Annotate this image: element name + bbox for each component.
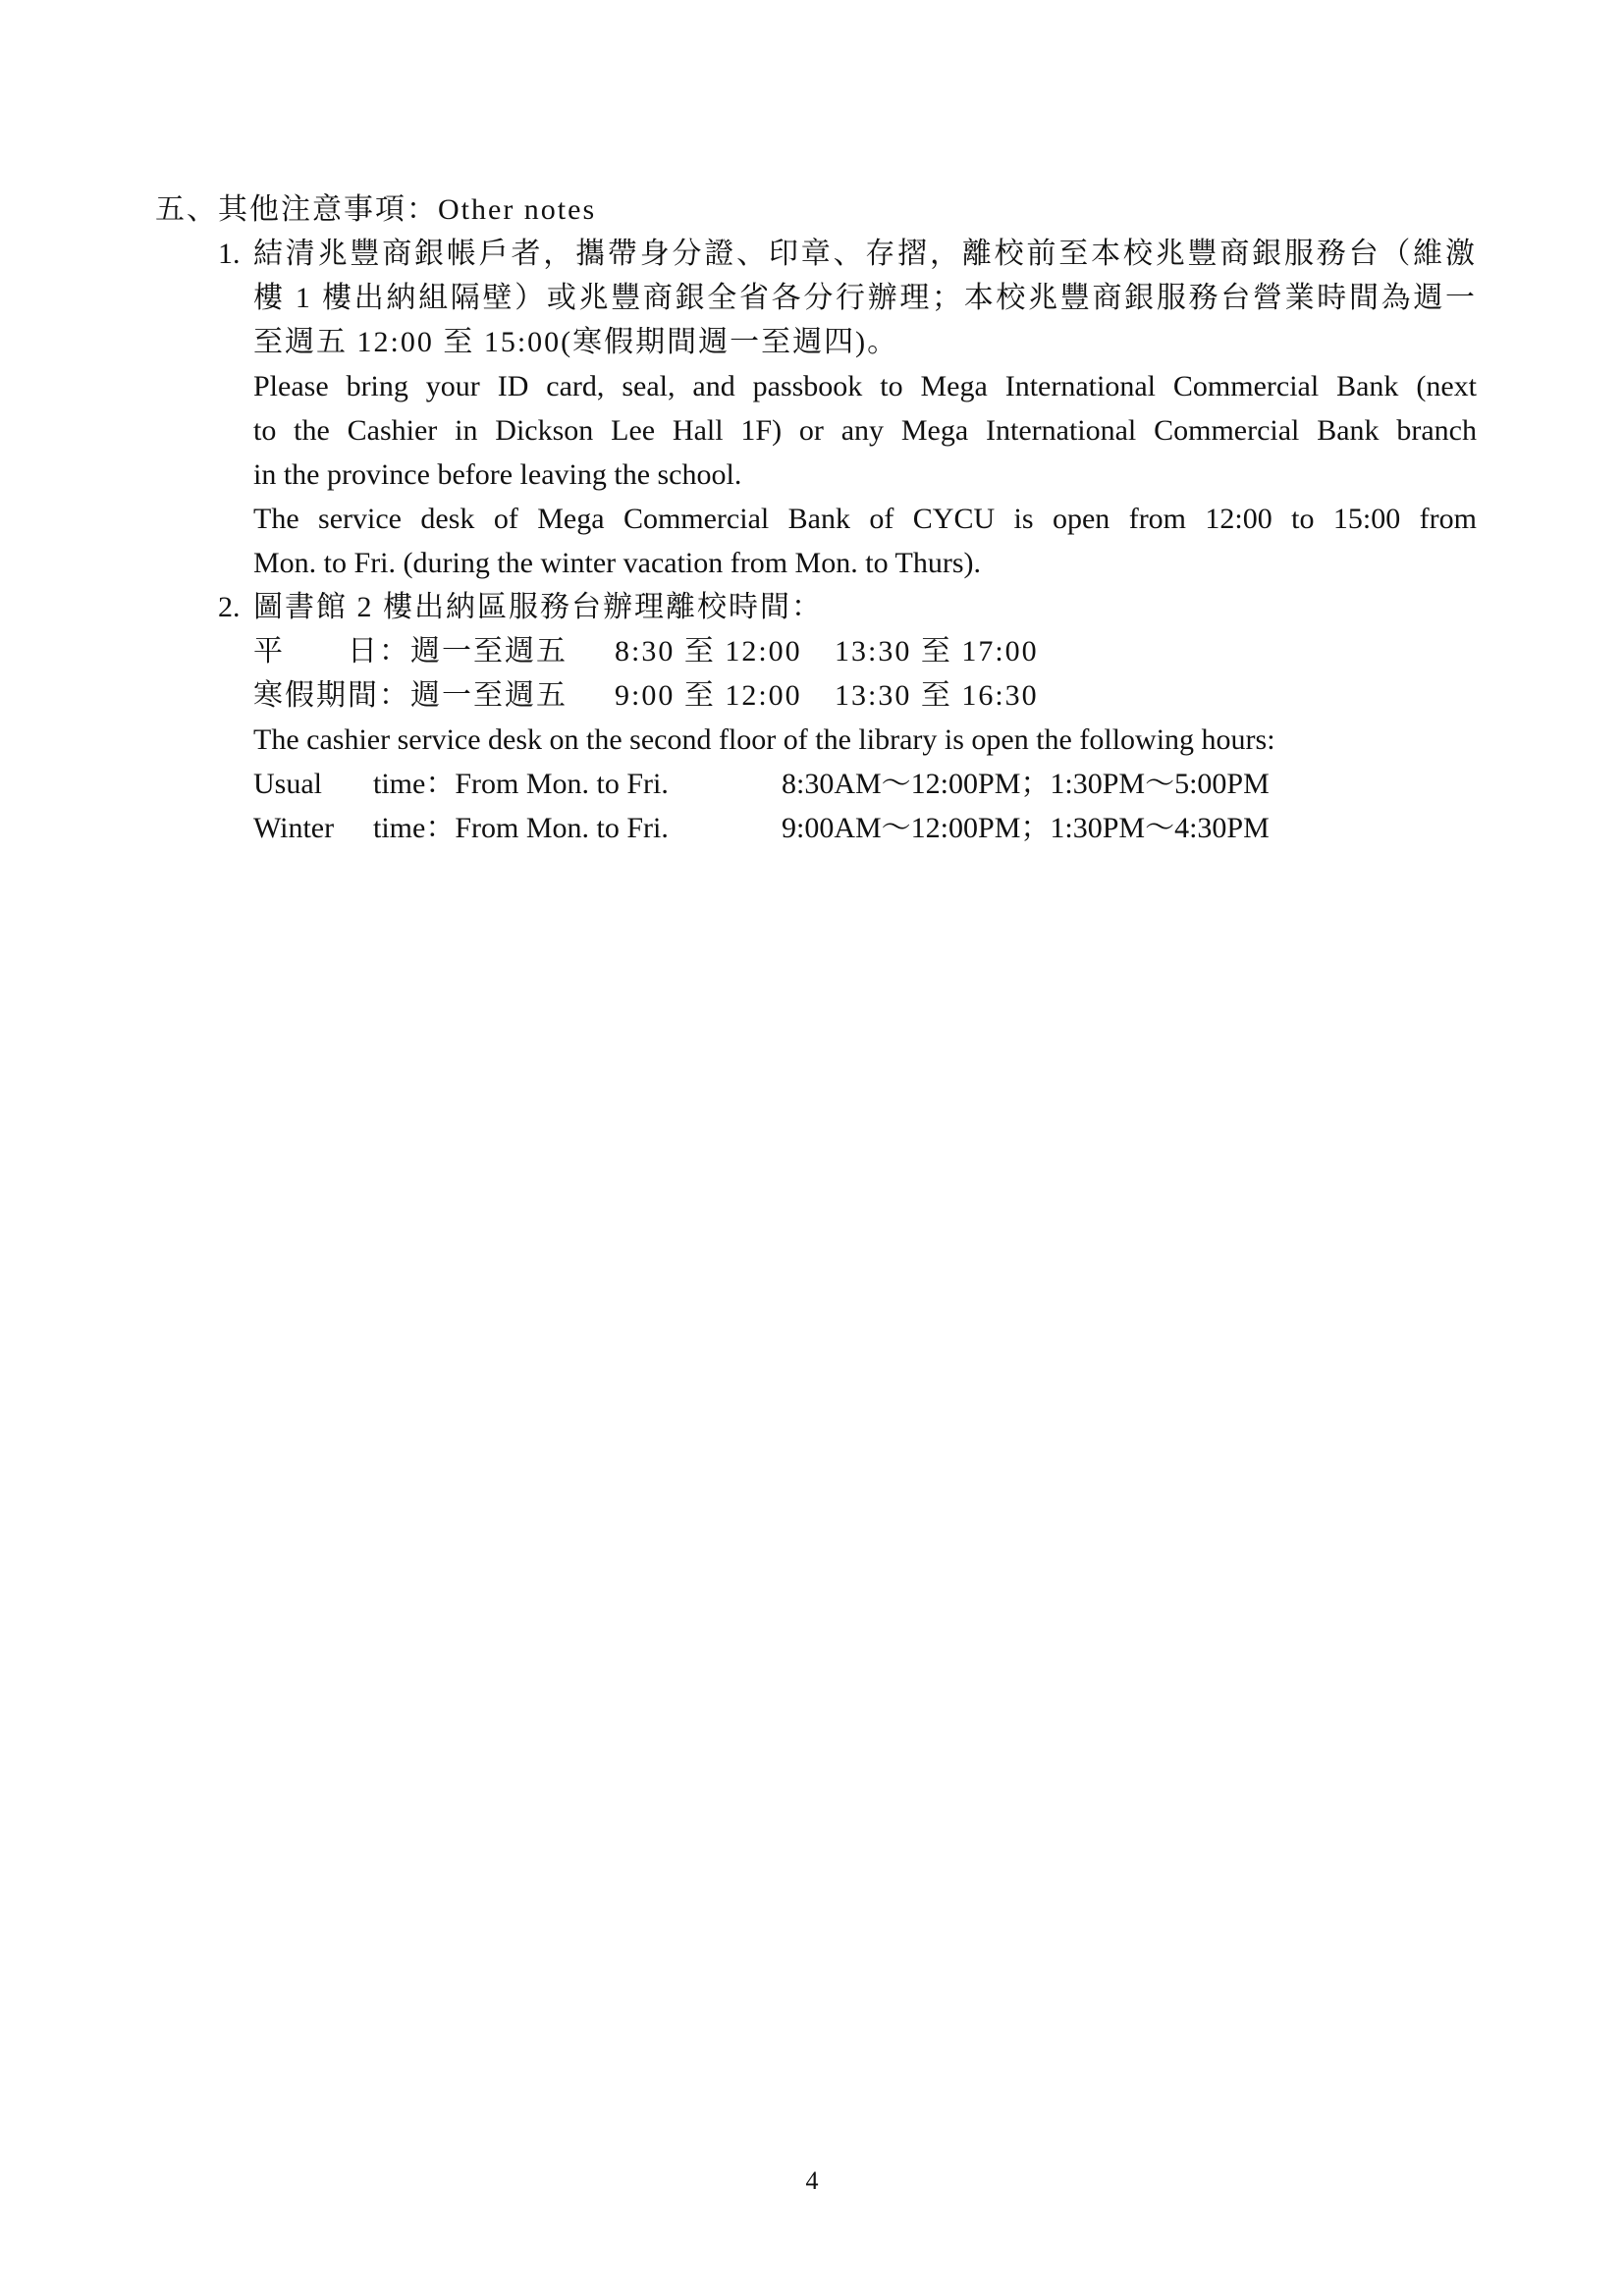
item1-zh-line2: 樓 1 樓出納組隔壁）或兆豐商銀全省各分行辦理；本校兆豐商銀服務台營業時間為週一 bbox=[253, 282, 1477, 314]
en-schedule-hours: 9:00AM～12:00PM；1:30PM～4:30PM bbox=[782, 812, 1270, 844]
item1-en-line5: Mon. to Fri. (during the winter vacation from Mon. to Thurs). bbox=[253, 547, 982, 579]
zh-schedule-label: 寒假期間：週一至週五 bbox=[253, 679, 568, 712]
zh-schedule-label: 平 日：週一至週五 bbox=[253, 635, 568, 667]
zh-schedule-afternoon: 13:30 至 16:30 bbox=[835, 679, 1039, 712]
zh-schedule-morning: 9:00 至 12:00 bbox=[615, 679, 802, 712]
item1-en-line1: Please bring your ID card, seal, and passbook to Mega International Commercial Bank (next bbox=[253, 370, 1477, 402]
zh-schedule-morning: 8:30 至 12:00 bbox=[615, 635, 802, 667]
item1-zh-line3: 至週五 12:00 至 15:00(寒假期間週一至週四)。 bbox=[253, 326, 899, 358]
item1-number: 1. bbox=[218, 238, 241, 270]
section-heading: 五、其他注意事項：Other notes bbox=[155, 193, 597, 226]
item1-en-line3: in the province before leaving the school. bbox=[253, 458, 742, 491]
page-number: 4 bbox=[805, 2166, 819, 2195]
item2-en-intro: The cashier service desk on the second floor of the library is open the following hours: bbox=[253, 723, 1275, 756]
item1-en-line2: to the Cashier in Dickson Lee Hall 1F) or any Mega International Commercial Bank branch bbox=[253, 414, 1477, 447]
zh-schedule-afternoon: 13:30 至 17:00 bbox=[835, 635, 1039, 667]
item1-en-line4: The service desk of Mega Commercial Bank of CYCU is open from 12:00 to 15:00 from bbox=[253, 503, 1477, 535]
en-schedule-label: Usual bbox=[253, 768, 322, 800]
en-schedule-label: Winter bbox=[253, 812, 335, 844]
en-schedule-hours: 8:30AM～12:00PM；1:30PM～5:00PM bbox=[782, 768, 1270, 800]
item1-zh-line1: 結清兆豐商銀帳戶者，攜帶身分證、印章、存摺，離校前至本校兆豐商銀服務台（維激 bbox=[253, 238, 1477, 270]
en-schedule-time: time：From Mon. to Fri. bbox=[373, 812, 669, 844]
item2-number: 2. bbox=[218, 591, 241, 623]
item2-zh-title: 圖書館 2 樓出納區服務台辦理離校時間： bbox=[253, 591, 823, 623]
en-schedule-time: time：From Mon. to Fri. bbox=[373, 768, 669, 800]
